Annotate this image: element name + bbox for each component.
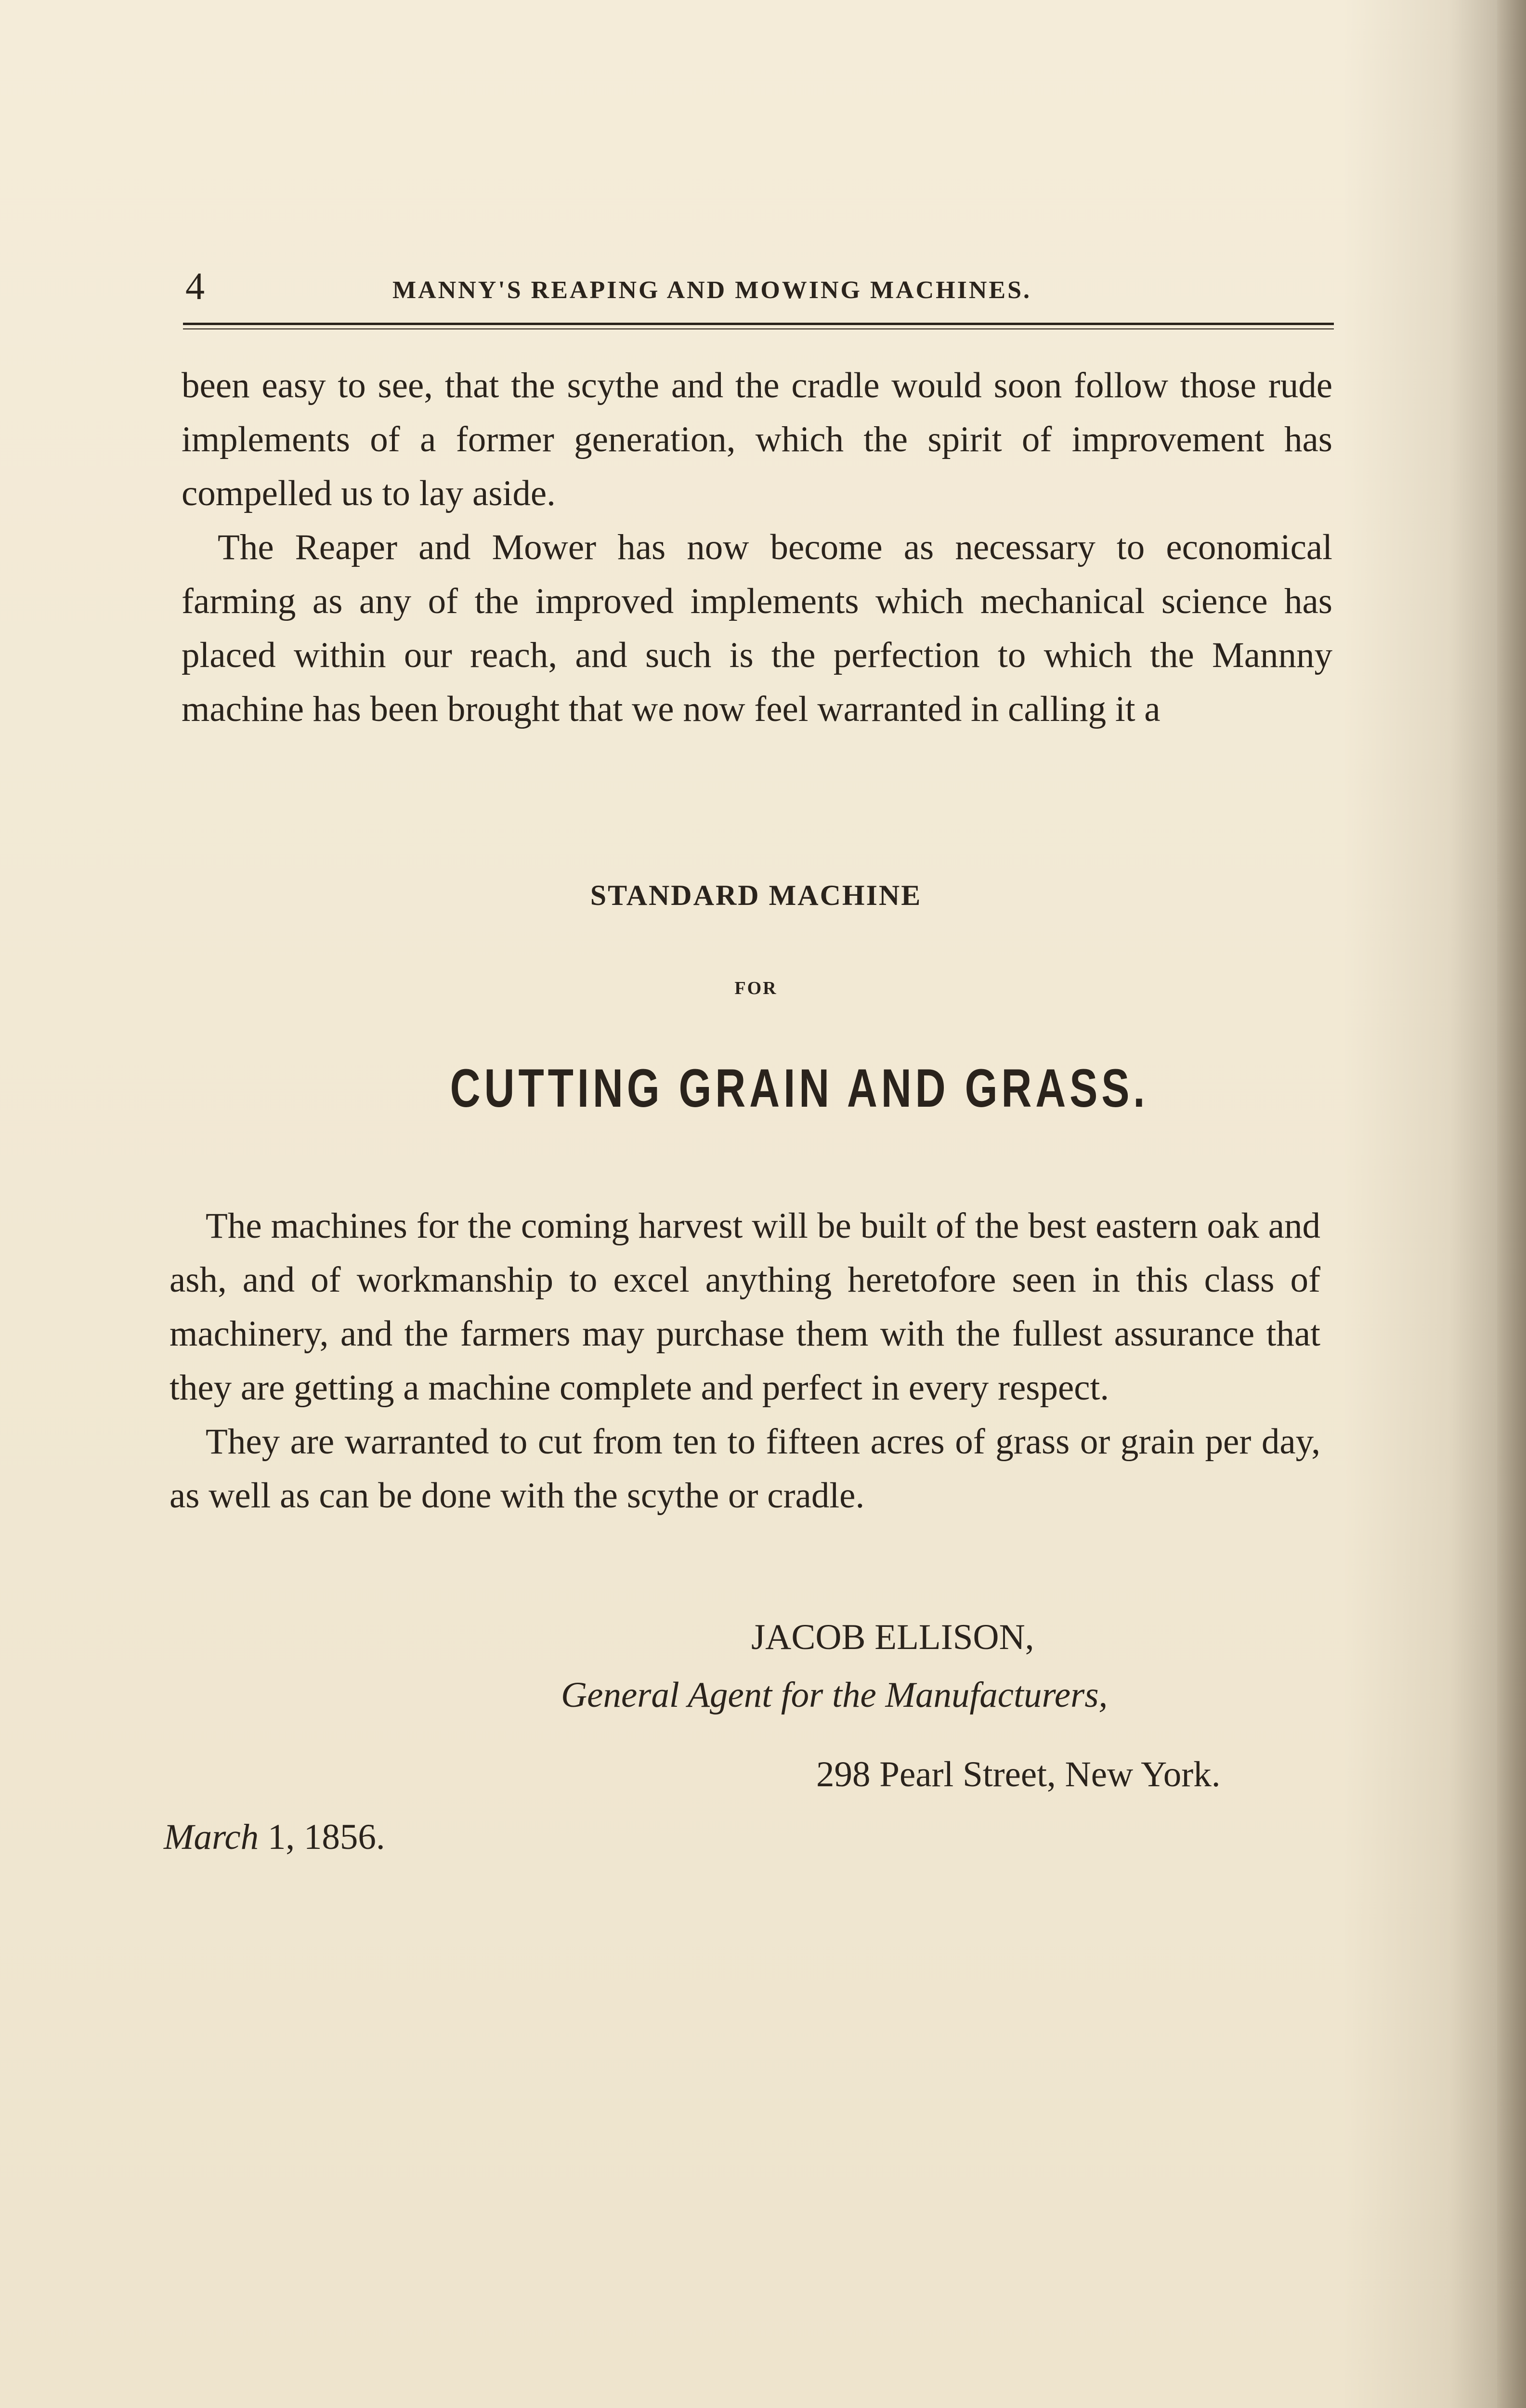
paragraph-reaper-mower: The Reaper and Mower has now become as necessary to economical farming as any of the improved implements which mechanical science has placed within our reach, and such is the perfection to which the Mannny machine has been brought that we now feel warranted in calling it a [182, 527, 1332, 729]
running-title: MANNY'S REAPING AND MOWING MACHINES. [392, 276, 1032, 304]
heading-for: FOR [734, 978, 778, 998]
page-number: 4 [185, 265, 205, 308]
date-line [164, 1813, 385, 1861]
signature-title: General Agent for the Manufacturers, [561, 1675, 1108, 1715]
body-block-top [182, 359, 1332, 736]
paragraph-warranted: They are warranted to cut from ten to fifteen acres of grass or grain per day, as well as can be done with the scythe or cradle. [170, 1422, 1320, 1516]
date-rest: 1, 1856. [259, 1817, 385, 1857]
paragraph-machines: The machines for the coming harvest will be built of the best eastern oak and ash, and of workmanship to excel anything heretofore seen in this class of machinery, and the farmers may purchase them with the fullest assurance that they are getting a machine complete and perfect in every respect. [170, 1206, 1320, 1408]
running-head [181, 262, 1336, 315]
heading-standard-machine: STANDARD MACHINE [590, 879, 922, 911]
body-block-bottom [170, 1199, 1320, 1523]
paragraph-continuation: been easy to see, that the scythe and the cradle would soon follow those rude implements of a former generation, which the spirit of improvement has compelled us to lay aside. [182, 366, 1332, 513]
page-spine-shadow [1497, 0, 1526, 2408]
heading-cutting-grain-and-grass: CUTTING GRAIN AND GRASS. [450, 1058, 1149, 1118]
signature-name: JACOB ELLISON, [751, 1617, 1034, 1657]
signature-address: 298 Pearl Street, New York. [816, 1754, 1221, 1794]
header-rule [183, 323, 1334, 329]
date-month: March [164, 1817, 259, 1857]
